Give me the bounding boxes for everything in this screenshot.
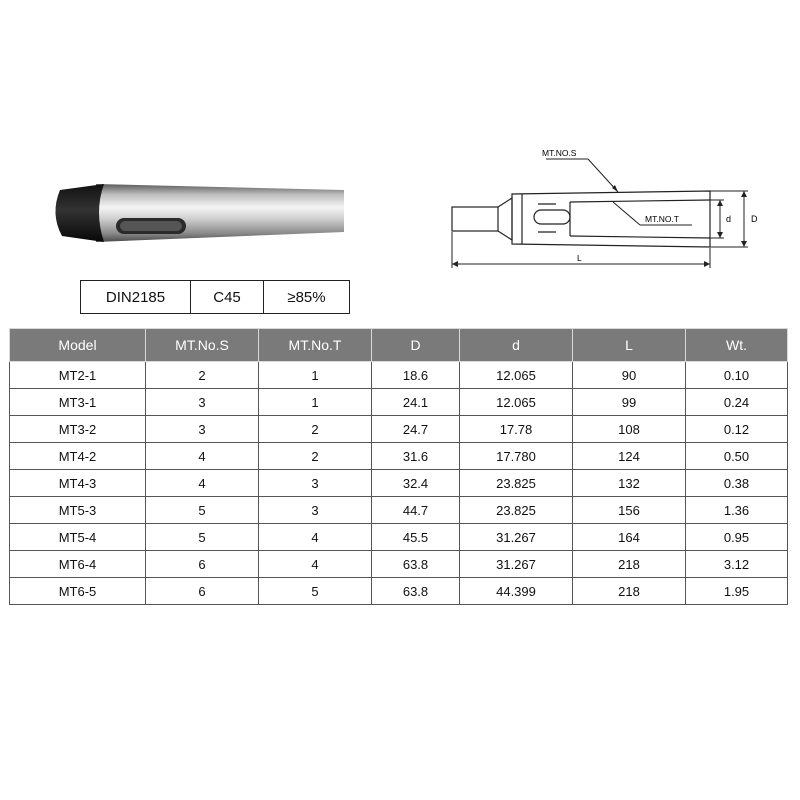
table-row xyxy=(10,497,788,524)
cell-d: 31.267 xyxy=(460,551,573,578)
cell-L: 108 xyxy=(573,416,686,443)
table-row xyxy=(10,470,788,497)
cell-mt-t: 1 xyxy=(259,362,372,389)
cell-D: 31.6 xyxy=(372,443,460,470)
cell-mt-s: 4 xyxy=(146,470,259,497)
cell-model: MT6-5 xyxy=(10,578,146,605)
cell-d: 23.825 xyxy=(460,470,573,497)
cell-model: MT3-2 xyxy=(10,416,146,443)
cell-D: 45.5 xyxy=(372,524,460,551)
spec-table xyxy=(9,328,788,605)
cell-model: MT2-1 xyxy=(10,362,146,389)
mt-s-label: MT.NO.S xyxy=(542,148,577,158)
cell-mt-s: 5 xyxy=(146,497,259,524)
header-wt: Wt. xyxy=(686,329,788,362)
cell-wt: 3.12 xyxy=(686,551,788,578)
cell-D: 18.6 xyxy=(372,362,460,389)
cell-D: 63.8 xyxy=(372,551,460,578)
taper-sleeve-photo xyxy=(48,180,348,244)
cell-L: 164 xyxy=(573,524,686,551)
cell-wt: 1.95 xyxy=(686,578,788,605)
cell-wt: 0.50 xyxy=(686,443,788,470)
cell-L: 99 xyxy=(573,389,686,416)
cell-wt: 0.95 xyxy=(686,524,788,551)
cell-model: MT3-1 xyxy=(10,389,146,416)
table-row xyxy=(10,524,788,551)
cell-mt-t: 3 xyxy=(259,470,372,497)
cell-d: 17.780 xyxy=(460,443,573,470)
cell-mt-t: 5 xyxy=(259,578,372,605)
cell-mt-s: 3 xyxy=(146,389,259,416)
cell-mt-t: 2 xyxy=(259,416,372,443)
cell-wt: 0.12 xyxy=(686,416,788,443)
technical-drawing xyxy=(438,140,778,275)
cell-mt-s: 6 xyxy=(146,578,259,605)
cell-L: 156 xyxy=(573,497,686,524)
cell-L: 218 xyxy=(573,551,686,578)
hardness-box: ≥85% xyxy=(263,280,350,314)
cell-D: 24.7 xyxy=(372,416,460,443)
cell-d: 17.78 xyxy=(460,416,573,443)
cell-model: MT4-2 xyxy=(10,443,146,470)
cell-mt-t: 4 xyxy=(259,551,372,578)
d-label: d xyxy=(726,214,732,224)
cell-mt-s: 4 xyxy=(146,443,259,470)
cell-mt-s: 5 xyxy=(146,524,259,551)
cell-mt-s: 2 xyxy=(146,362,259,389)
table-row xyxy=(10,389,788,416)
cell-L: 132 xyxy=(573,470,686,497)
spec-boxes xyxy=(80,280,350,314)
cell-mt-t: 3 xyxy=(259,497,372,524)
cell-D: 63.8 xyxy=(372,578,460,605)
table-row xyxy=(10,578,788,605)
header-d: d xyxy=(460,329,573,362)
cell-D: 44.7 xyxy=(372,497,460,524)
D-label: D xyxy=(751,214,758,224)
header-mt-t: MT.No.T xyxy=(259,329,372,362)
material-box: C45 xyxy=(190,280,265,314)
cell-model: MT5-4 xyxy=(10,524,146,551)
cell-mt-s: 3 xyxy=(146,416,259,443)
table-row xyxy=(10,362,788,389)
cell-d: 23.825 xyxy=(460,497,573,524)
cell-L: 90 xyxy=(573,362,686,389)
table-row xyxy=(10,416,788,443)
cell-d: 44.399 xyxy=(460,578,573,605)
cell-L: 218 xyxy=(573,578,686,605)
header-D: D xyxy=(372,329,460,362)
header-model: Model xyxy=(10,329,146,362)
cell-wt: 0.10 xyxy=(686,362,788,389)
mt-t-label: MT.NO.T xyxy=(645,214,679,224)
cell-L: 124 xyxy=(573,443,686,470)
table-header-row xyxy=(10,329,788,362)
header-mt-s: MT.No.S xyxy=(146,329,259,362)
cell-mt-t: 1 xyxy=(259,389,372,416)
cell-d: 12.065 xyxy=(460,362,573,389)
cell-wt: 0.24 xyxy=(686,389,788,416)
cell-model: MT6-4 xyxy=(10,551,146,578)
cell-mt-t: 2 xyxy=(259,443,372,470)
cell-wt: 1.36 xyxy=(686,497,788,524)
cell-d: 12.065 xyxy=(460,389,573,416)
table-row xyxy=(10,551,788,578)
table-body xyxy=(10,362,788,605)
cell-D: 32.4 xyxy=(372,470,460,497)
cell-mt-s: 6 xyxy=(146,551,259,578)
cell-wt: 0.38 xyxy=(686,470,788,497)
cell-mt-t: 4 xyxy=(259,524,372,551)
cell-D: 24.1 xyxy=(372,389,460,416)
cell-d: 31.267 xyxy=(460,524,573,551)
cell-model: MT5-3 xyxy=(10,497,146,524)
cell-model: MT4-3 xyxy=(10,470,146,497)
header-L: L xyxy=(573,329,686,362)
table-row xyxy=(10,443,788,470)
L-label: L xyxy=(577,253,582,263)
standard-box: DIN2185 xyxy=(80,280,191,314)
